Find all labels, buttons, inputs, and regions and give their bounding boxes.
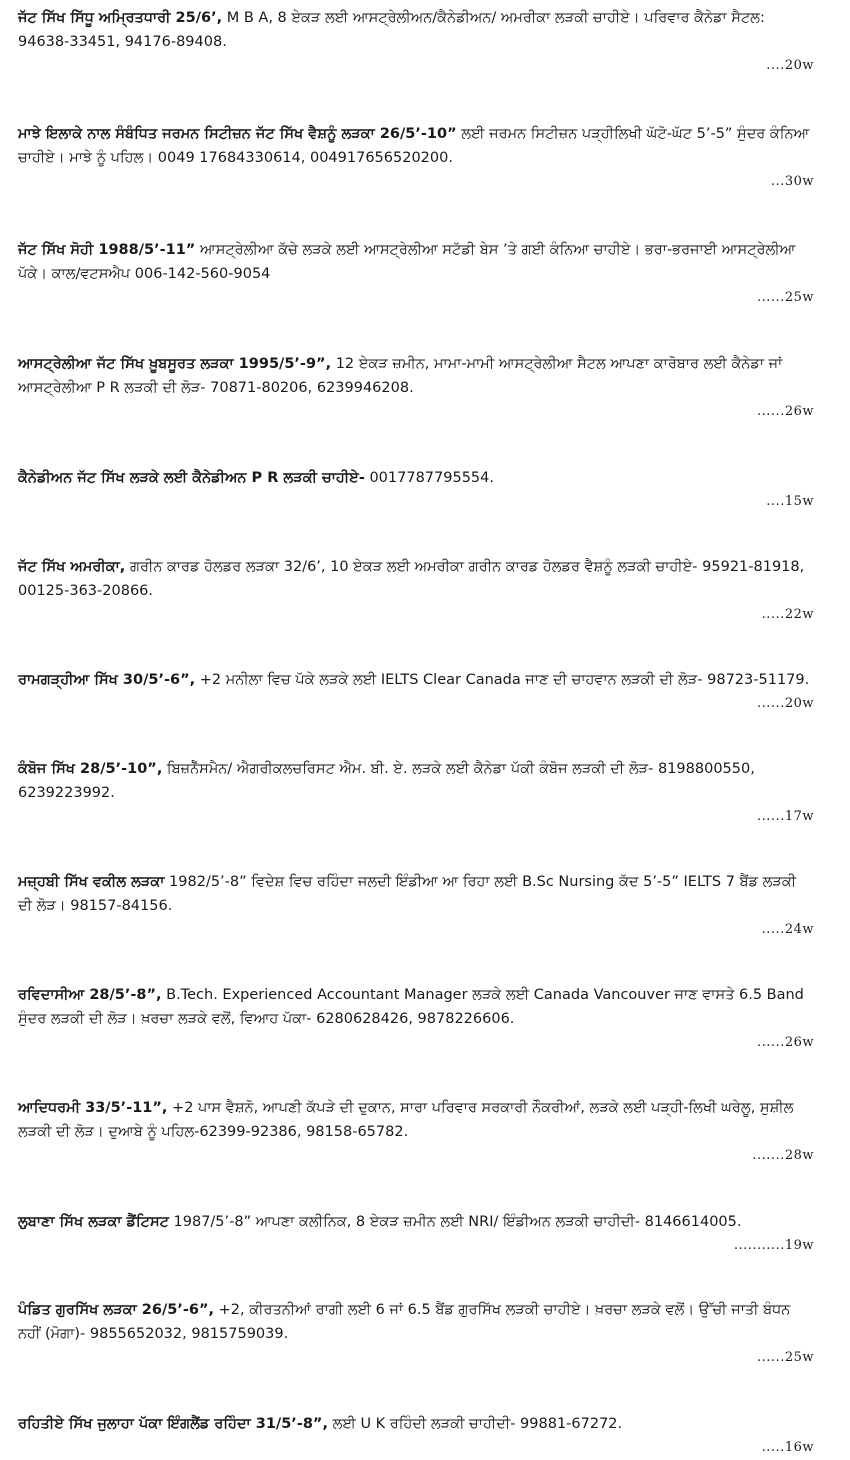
classified-ad <box>18 1096 814 1168</box>
ad-heading: ਪੰਡਿਤ ਗੁਰਸਿੱਖ ਲੜਕਾ 26/5’-6”, <box>18 1302 214 1318</box>
ad-body: 0017787795554. <box>364 470 494 486</box>
ad-reference-code: .......28w <box>752 1148 814 1163</box>
ad-reference-code: ....15w <box>766 494 814 509</box>
ad-reference-code: ...30w <box>770 174 814 189</box>
ad-text <box>18 238 814 286</box>
classified-ad <box>18 1412 814 1460</box>
ad-text <box>18 1096 814 1144</box>
ad-reference-code: ......17w <box>757 809 814 824</box>
ad-reference-code: .....22w <box>761 607 814 622</box>
ad-body: B.Tech. Experienced Accountant Manager ਲੜਕੇ ਲਈ Canada Vancouver ਜਾਣ ਵਾਸਤੇ 6.5 Band ਸੁੰਦਰ ਲੜਕੀ ਦੀ ਲੋੜ। ਖ਼ਰਚਾ ਲੜਕੇ ਵਲੋਂ, ਵਿਆਹ ਪੱਕਾ- 6280628426, 9878226606. <box>18 987 804 1027</box>
ad-heading: ਆਸਟ੍ਰੇਲੀਆ ਜੱਟ ਸਿੱਖ ਖ਼ੂਬਸੂਰਤ ਲੜਕਾ 1995/5’-9”, <box>18 356 332 372</box>
classified-ad <box>18 668 814 716</box>
ad-heading: ਜੱਟ ਸਿੱਖ ਸਿੱਧੂ ਅਮ੍ਰਿਤਧਾਰੀ 25/6’, <box>18 10 223 26</box>
ad-reference-code: ....20w <box>766 58 814 73</box>
classified-ad <box>18 6 814 78</box>
ad-body: ਗਰੀਨ ਕਾਰਡ ਹੋਲਡਰ ਲੜਕਾ 32/6’, 10 ਏਕੜ ਲਈ ਅਮਰੀਕਾ ਗਰੀਨ ਕਾਰਡ ਹੋਲਡਰ ਵੈਸ਼ਨੂੰ ਲੜਕੀ ਚਾਹੀਏ- 95921-81918, 00125-363-20866. <box>18 559 805 599</box>
classified-ad <box>18 352 814 424</box>
ad-reference-code: ......26w <box>757 1035 814 1050</box>
ad-heading: ਮਜ਼੍ਹਬੀ ਸਿੱਖ ਵਕੀਲ ਲੜਕਾ <box>18 874 165 890</box>
ad-body: ਬਿਜ਼ਨੈੱਸਮੈਨ/ ਐਗਰੀਕਲਚਰਿਸਟ ਐਮ. ਬੀ. ਏ. ਲੜਕੇ ਲਈ ਕੈਨੇਡਾ ਪੱਕੀ ਕੰਬੋਜ ਲੜਕੀ ਦੀ ਲੋੜ- 8198800550, 6239223992. <box>18 761 755 801</box>
ad-text <box>18 466 814 490</box>
ad-body: ਆਸਟ੍ਰੇਲੀਆ ਕੱਚੇ ਲੜਕੇ ਲਈ ਆਸਟ੍ਰੇਲੀਆ ਸਟੱਡੀ ਬੇਸ ’ਤੇ ਗਈ ਕੰਨਿਆ ਚਾਹੀਏ। ਭਰਾ-ਭਰਜਾਈ ਆਸਟ੍ਰੇਲੀਆ ਪੱਕੇ। ਕਾਲ/ਵਟਸਐਪ 006-142-560-9054 <box>18 242 796 282</box>
ad-text <box>18 6 814 54</box>
ad-body: +2, ਕੀਰਤਨੀਆਂ ਰਾਗੀ ਲਈ 6 ਜਾਂ 6.5 ਬੈਂਡ ਗੁਰਸਿੱਖ ਲੜਕੀ ਚਾਹੀਏ। ਖ਼ਰਚਾ ਲੜਕੇ ਵਲੋਂ। ਉੱਚੀ ਜਾਤੀ ਬੰਧਨ ਨਹੀਂ (ਮੋਗਾ)- 9855652032, 9815759039. <box>18 1302 791 1342</box>
ad-body: ਲਈ ਜਰਮਨ ਸਿਟੀਜ਼ਨ ਪੜ੍ਹੀਲਿਖੀ ਘੱਟੋ-ਘੱਟ 5’-5” ਸੁੰਦਰ ਕੰਨਿਆ ਚਾਹੀਏ। ਮਾਝੇ ਨੂੰ ਪਹਿਲ। 0049 17684330614, 004917656520200. <box>18 126 810 166</box>
ad-body: 1987/5’-8” ਆਪਣਾ ਕਲੀਨਿਕ, 8 ਏਕੜ ਜ਼ਮੀਨ ਲਈ NRI/ ਇੰਡੀਅਨ ਲੜਕੀ ਚਾਹੀਦੀ- 8146614005. <box>168 1214 742 1230</box>
ad-text <box>18 757 814 805</box>
classified-ad <box>18 757 814 829</box>
ad-body: 1982/5’-8” ਵਿਦੇਸ਼ ਵਿਚ ਰਹਿੰਦਾ ਜਲਦੀ ਇੰਡੀਆ ਆ ਰਿਹਾ ਲਈ B.Sc Nursing ਕੱਦ 5’-5” IELTS 7 ਬੈਂਡ ਲੜਕੀ ਦੀ ਲੋੜ। 98157-84156. <box>18 874 797 914</box>
ad-body: M B A, 8 ਏਕੜ ਲਈ ਆਸਟ੍ਰੇਲੀਅਨ/ਕੈਨੇਡੀਅਨ/ ਅਮਰੀਕਾ ਲੜਕੀ ਚਾਹੀਏ। ਪਰਿਵਾਰ ਕੈਨੇਡਾ ਸੈਟਲ: 94638-33451, 94176-89408. <box>18 10 765 50</box>
ad-heading: ਜੱਟ ਸਿੱਖ ਅਮਰੀਕਾ, <box>18 559 126 575</box>
ad-heading: ਰਾਮਗੜ੍ਹੀਆ ਸਿੱਖ 30/5’-6”, <box>18 672 196 688</box>
classified-ad <box>18 1298 814 1370</box>
classified-ad <box>18 466 814 514</box>
ad-body: +2 ਮਨੀਲਾ ਵਿਚ ਪੱਕੇ ਲੜਕੇ ਲਈ IELTS Clear Canada ਜਾਣ ਦੀ ਚਾਹਵਾਨ ਲੜਕੀ ਦੀ ਲੋੜ- 98723-51179. <box>195 672 810 688</box>
classified-ad <box>18 238 814 310</box>
ad-heading: ਆਦਿਧਰਮੀ 33/5’-11”, <box>18 1100 168 1116</box>
ad-text <box>18 870 814 918</box>
ad-text <box>18 1412 814 1436</box>
ad-text <box>18 122 814 170</box>
classified-ad <box>18 983 814 1055</box>
ad-heading: ਕੈਨੇਡੀਅਨ ਜੱਟ ਸਿੱਖ ਲੜਕੇ ਲਈ ਕੈਨੇਡੀਅਨ P R ਲੜਕੀ ਚਾਹੀਏ- <box>18 470 365 486</box>
classified-ad <box>18 555 814 627</box>
ad-reference-code: ......25w <box>757 1350 814 1365</box>
classified-ad <box>18 1210 814 1258</box>
ad-text <box>18 983 814 1031</box>
ad-heading: ਰਵਿਦਾਸੀਆ 28/5’-8”, <box>18 987 162 1003</box>
ad-body: 12 ਏਕੜ ਜ਼ਮੀਨ, ਮਾਮਾ-ਮਾਮੀ ਆਸਟ੍ਰੇਲੀਆ ਸੈਟਲ ਆਪਣਾ ਕਾਰੋਬਾਰ ਲਈ ਕੈਨੇਡਾ ਜਾਂ ਆਸਟ੍ਰੇਲੀਆ P R ਲੜਕੀ ਦੀ ਲੋੜ- 70871-80206, 6239946208. <box>18 356 783 396</box>
ad-heading: ਜੱਟ ਸਿੱਖ ਸੋਹੀ 1988/5’-11” <box>18 242 196 258</box>
ad-text <box>18 1210 814 1234</box>
ad-heading: ਕੰਬੋਜ ਸਿੱਖ 28/5’-10”, <box>18 761 163 777</box>
ad-heading: ਲੁਬਾਣਾ ਸਿੱਖ ਲੜਕਾ ਡੈਂਟਿਸਟ <box>18 1214 169 1230</box>
ad-text <box>18 352 814 400</box>
ad-heading: ਰਹਿਤੀਏ ਸਿੱਖ ਜੁਲਾਹਾ ਪੱਕਾ ਇੰਗਲੈਂਡ ਰਹਿੰਦਾ 31/5’-8”, <box>18 1416 328 1432</box>
ad-reference-code: ......25w <box>757 290 814 305</box>
ad-reference-code: .....24w <box>761 922 814 937</box>
ad-reference-code: ......26w <box>757 404 814 419</box>
ad-reference-code: .....16w <box>761 1440 814 1455</box>
ad-heading: ਮਾਝੇ ਇਲਾਕੇ ਨਾਲ ਸੰਬੰਧਿਤ ਜਰਮਨ ਸਿਟੀਜ਼ਨ ਜੱਟ ਸਿੱਖ ਵੈਸ਼ਨੂੰ ਲੜਕਾ 26/5’-10” <box>18 126 457 142</box>
ad-text <box>18 555 814 603</box>
classified-ad <box>18 122 814 194</box>
ad-text <box>18 668 814 692</box>
ad-text <box>18 1298 814 1346</box>
ad-body: ਲਈ U K ਰਹਿੰਦੀ ਲੜਕੀ ਚਾਹੀਦੀ- 99881-67272. <box>327 1416 623 1432</box>
ad-reference-code: ...........19w <box>733 1238 814 1253</box>
classified-ad <box>18 870 814 942</box>
ad-reference-code: ......20w <box>757 696 814 711</box>
ad-body: +2 ਪਾਸ ਵੈਸ਼ਨੋ, ਆਪਣੀ ਕੱਪੜੇ ਦੀ ਦੁਕਾਨ, ਸਾਰਾ ਪਰਿਵਾਰ ਸਰਕਾਰੀ ਨੌਕਰੀਆਂ, ਲੜਕੇ ਲਈ ਪੜ੍ਹੀ-ਲਿਖੀ ਘਰੇਲੂ, ਸੁਸ਼ੀਲ ਲੜਕੀ ਦੀ ਲੋੜ। ਦੁਆਬੇ ਨੂੰ ਪਹਿਲ-62399-92386, 98158-65782. <box>18 1100 794 1140</box>
